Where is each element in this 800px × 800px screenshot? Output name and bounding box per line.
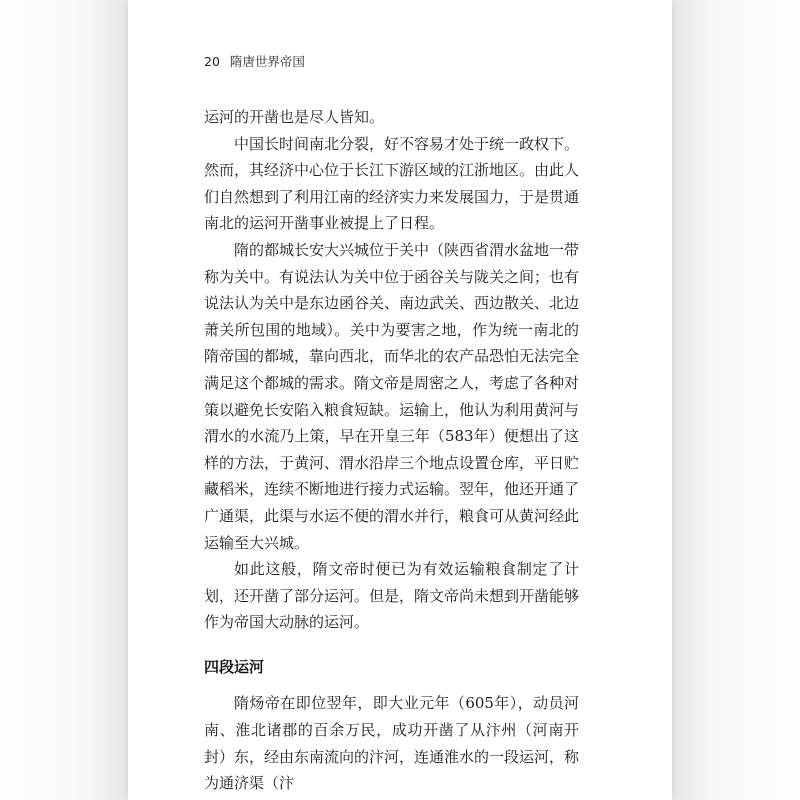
paragraph: 隋的都城长安大兴城位于关中（陕西省渭水盆地一带称为关中。有说法认为关中位于函谷关与陇关之间；也有说法认为关中是东边函谷关、南边武关、西边散关、北边萧关所包围的地域）。关中为要害之地，作为统一南北的隋帝国的都城，靠向西北，而华北的农产品恐怕无法完全满足这个都城的需求。隋文帝是周密之人，考虑了各种对策以避免长安陷入粮食短缺。运输上，他认为利用黄河与渭水的水流乃上策，早在开皇三年（583年）便想出了这样的方法，于黄河、渭水沿岸三个地点设置仓库，平日贮藏稻米，连续不断地进行接力式运输。翌年，他还开通了广通渠，此渠与水运不便的渭水并行，粮食可从黄河经此运输至大兴城。 [204,240,580,552]
paragraph: 如此这般，隋文帝时便已为有效运输粮食制定了计划，还开凿了部分运河。但是，隋文帝尚未想到开凿能够作为帝国大动脉的运河。 [204,560,580,632]
book-page [128,0,672,800]
body-text [204,104,579,797]
background-right [672,0,800,800]
paragraph: 运河的开凿也是尽人皆知。 [204,108,385,126]
book-title: 隋唐世界帝国 [229,54,305,69]
section-heading: 四段运河 [204,657,265,676]
background-left [0,0,128,800]
page-number: 20 [204,54,220,69]
running-head [204,52,305,70]
paragraph: 中国长时间南北分裂，好不容易才处于统一政权下。然而，其经济中心位于长江下游区域的江浙地区。由此人们自然想到了利用江南的经济实力来发展国力，于是贯通南北的运河开凿事业被提上了日程。 [204,134,580,233]
paragraph: 隋炀帝在即位翌年，即大业元年（605年），动员河南、淮北诸郡的百余万民，成功开凿了从汴州（河南开封）东，经由东南流向的汴河，连通淮水的一段运河，称为通济渠（汴 [204,694,580,793]
